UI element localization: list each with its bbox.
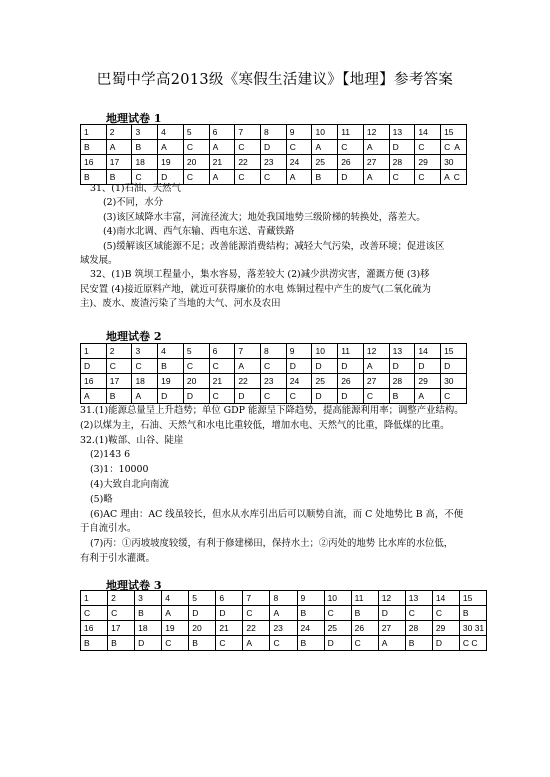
table-cell: 21 [216,621,243,636]
table-row [81,621,487,636]
table-cell: B [81,140,107,155]
table-cell: 24 [286,155,312,170]
table-cell: 15 [441,344,467,359]
table-cell: D [135,636,162,651]
answer-line: (3)该区域降水丰富，河流径流大；地处我国地势三级阶梯的转换处，落差大。 [103,211,426,223]
table-cell: 15 [459,591,486,606]
table-cell: 4 [158,125,184,140]
table-row [81,359,467,374]
table-cell: 8 [261,125,287,140]
table-cell: B [106,170,132,185]
table-cell: 3 [132,344,158,359]
table-cell: C [441,389,467,404]
table-cell: 26 [351,621,378,636]
answer-line: (2)不同，水分 [103,197,164,209]
table-cell: C [235,170,261,185]
table-cell: C A [441,140,467,155]
table-cell: D [389,140,415,155]
table-cell: 20 [183,374,209,389]
table-row [81,636,487,651]
table-cell: 25 [324,621,351,636]
table-cell: 11 [338,125,364,140]
table-cell: B [81,636,108,651]
table-cell: A [415,389,441,404]
table-cell: 16 [81,621,108,636]
table-cell: D [158,389,184,404]
table-cell: C [183,359,209,374]
table-cell: A [243,636,270,651]
table-cell: D [378,606,405,621]
table-cell: 17 [106,155,132,170]
table-cell: A [81,389,107,404]
table-cell: 14 [415,125,441,140]
table-cell: 3 [135,591,162,606]
table-cell: 12 [363,344,389,359]
table-cell: 13 [405,591,432,606]
table-cell: 6 [209,125,235,140]
answer-line: (2)143 6 [90,449,131,461]
table-cell: A [235,359,261,374]
section-2-title: 地理试卷 2 [106,330,162,343]
answer-line: (5)略 [90,493,113,505]
table-cell: D [324,636,351,651]
answer-line: 31、(1)石油、天然气 [90,183,181,194]
table-cell: 7 [235,125,261,140]
table-cell: 9 [286,125,312,140]
section-3-title: 地理试卷 3 [106,579,162,592]
table-cell: A [106,140,132,155]
table-cell: 19 [158,155,184,170]
table-cell: 19 [158,374,184,389]
table-cell: A [132,389,158,404]
table-cell: C [324,606,351,621]
table-cell: 20 [189,621,216,636]
table-cell: 10 [324,591,351,606]
answer-line: 有利于引水灌溉。 [80,553,156,564]
table-cell: A [286,170,312,185]
table-cell: 14 [432,591,459,606]
table-cell: A [162,606,189,621]
table-cell: C [209,389,235,404]
table-row [81,606,487,621]
table-cell: 1 [81,344,107,359]
table-cell: 22 [243,621,270,636]
table-cell: B [135,606,162,621]
answer-line: 31.(1)能源总量呈上升趋势；单位 GDP 能源呈下降趋势，提高能源利用率；调整产业结构。 [80,405,464,416]
table-cell: 19 [162,621,189,636]
table-cell: A [363,140,389,155]
table-cell: B [158,359,184,374]
answer-table-2 [80,343,467,404]
table-cell: 29 [415,374,441,389]
table-cell: 11 [338,344,364,359]
table-cell: 21 [209,374,235,389]
table-cell: D [261,140,287,155]
table-cell: B [81,170,107,185]
table-cell: 1 [81,591,108,606]
table-cell: C [183,140,209,155]
table-cell: B [189,636,216,651]
table-cell: 12 [378,591,405,606]
table-cell: 9 [297,591,324,606]
table-cell: B [389,389,415,404]
table-cell: 17 [106,374,132,389]
table-cell: C [405,606,432,621]
table-cell: D [338,359,364,374]
table-cell: D [183,389,209,404]
table-cell-extra: C [453,172,460,182]
table-cell: D [312,389,338,404]
answer-line: 主)、废水、废渣污染了当地的大气、河水及农田 [80,298,281,310]
answer-line: (2)以煤为主，石油、天然气和水电比重较低，增加水电、天然气的比重，降低煤的比重。 [80,419,450,431]
table-cell: 25 [312,374,338,389]
table-cell: 29 [415,155,441,170]
answer-line: (4)南水北调、西气东输、西电东送、青藏铁路 [103,226,295,238]
table-cell: 27 [363,374,389,389]
table-cell: 23 [261,155,287,170]
table-cell: C [351,636,378,651]
table-cell: 18 [132,155,158,170]
table-cell: 22 [235,155,261,170]
table-cell: 25 [312,155,338,170]
table-cell: C [235,140,261,155]
answer-line: (7)丙：①丙坡坡度较缓，有利于修建梯田，保持水土；②丙处的地势 比水库的水位低， [90,538,454,550]
answer-line: (4)大致自北向南流 [90,479,169,490]
table-cell: 15 [441,125,467,140]
table-cell: 4 [162,591,189,606]
answer-line: 32、(1)B 筑坝工程量小，集水容易，落差较大 (2)减少洪涝灾害，灌溉方便 (3)移 [90,269,430,281]
table-row [81,374,467,389]
table-cell: 27 [378,621,405,636]
table-row [81,344,467,359]
answer-table-1 [80,124,467,185]
table-cell: C [108,606,135,621]
table-cell: 9 [286,344,312,359]
table-cell: 26 [338,374,364,389]
table-cell: 10 [312,344,338,359]
table-cell: 27 [363,155,389,170]
table-cell: 6 [209,344,235,359]
table-cell: C [261,170,287,185]
table-row [81,155,467,170]
table-cell: B [108,636,135,651]
table-cell: 29 [432,621,459,636]
table-cell: A [209,140,235,155]
answer-line: (6)AC 理由：AC 线虽较长，但水从水库引出后可以顺势自流，而 C 处地势比 B 高，不便 [90,508,464,520]
table-cell: 30 [441,374,467,389]
table-cell: 23 [270,621,297,636]
table-cell: 18 [132,374,158,389]
table-cell: C [338,140,364,155]
table-cell: 24 [297,621,324,636]
table-cell: C [132,170,158,185]
table-cell: C [216,636,243,651]
table-cell: 24 [286,374,312,389]
table-cell: C [415,140,441,155]
answer-line: 民安置 (4)接近原料产地，就近可获得廉价的水电 炼铜过程中产生的废气(二氧化硫为 [80,283,432,295]
table-cell: D [189,606,216,621]
table-cell: D [158,170,184,185]
table-cell: 2 [108,591,135,606]
answer-table-3 [80,590,487,651]
table-cell: 1 [81,125,107,140]
table-cell: 30 31 [459,621,486,636]
table-cell: 5 [183,344,209,359]
table-cell: 17 [108,621,135,636]
answer-line: (5)缓解该区域能源不足；改善能源消费结构；减轻大气污染，改善环境；促进该区 [103,240,445,252]
table-cell: C [106,359,132,374]
table-cell: B [459,606,486,621]
table-cell: D [415,359,441,374]
table-cell: 13 [389,125,415,140]
table-cell: 11 [351,591,378,606]
table-cell: A C [441,170,467,185]
table-row [81,591,487,606]
table-cell: 13 [389,344,415,359]
table-cell: C [243,606,270,621]
table-cell: A [209,170,235,185]
table-cell: C [261,359,287,374]
table-cell: A [270,606,297,621]
table-cell: 6 [216,591,243,606]
table-cell: C [183,170,209,185]
section-1-title: 地理试卷 1 [106,112,162,125]
table-cell: 18 [135,621,162,636]
table-cell: 30 [441,155,467,170]
table-cell: B [312,170,338,185]
table-cell: 23 [261,374,287,389]
table-cell: 7 [235,344,261,359]
table-cell: D [432,636,459,651]
table-cell: D [81,359,107,374]
table-cell: D [441,359,467,374]
table-cell: B [106,389,132,404]
table-row [81,140,467,155]
table-cell: C [363,389,389,404]
table-cell: 22 [235,374,261,389]
answer-line: (3)1：10000 [90,464,149,476]
page-title: 巴蜀中学高2013级《寒假生活建议》【地理】参考答案 [96,72,454,88]
table-row [81,389,467,404]
table-cell: 28 [405,621,432,636]
table-cell: A [158,140,184,155]
table-cell: D [389,359,415,374]
table-cell: 14 [415,344,441,359]
table-cell: D [312,359,338,374]
table-cell: 28 [389,155,415,170]
table-cell: 28 [389,374,415,389]
table-cell: 20 [183,155,209,170]
table-cell: C [261,389,287,404]
table-cell: 5 [183,125,209,140]
table-cell: C [432,606,459,621]
table-cell: 5 [189,591,216,606]
table-cell: B [297,606,324,621]
table-cell: A [378,636,405,651]
table-cell: C [132,359,158,374]
table-cell: D [216,606,243,621]
table-cell: C [162,636,189,651]
table-cell: C C [459,636,486,651]
table-cell: 7 [243,591,270,606]
table-cell: 8 [270,591,297,606]
table-cell: D [338,389,364,404]
table-cell-extra: A [454,142,460,152]
table-cell: 10 [312,125,338,140]
table-cell: 8 [261,344,287,359]
table-cell: 12 [363,125,389,140]
table-cell: 3 [132,125,158,140]
table-row [81,125,467,140]
table-cell: C [389,170,415,185]
table-cell: C [81,606,108,621]
table-cell: C [415,170,441,185]
table-cell: 16 [81,155,107,170]
table-cell: D [338,170,364,185]
table-cell: 16 [81,374,107,389]
table-cell: B [351,606,378,621]
table-cell: B [297,636,324,651]
table-cell: 26 [338,155,364,170]
table-cell: C [286,140,312,155]
table-cell: B [405,636,432,651]
answer-line: 32.(1)鞍部、山谷、陡崖 [80,434,184,446]
table-cell: 4 [158,344,184,359]
table-cell: C [209,359,235,374]
answer-line: 于自流引水。 [80,523,137,535]
table-cell: 21 [209,155,235,170]
table-cell: A [312,140,338,155]
table-cell: C [270,636,297,651]
table-cell: 2 [106,125,132,140]
table-cell: A [363,359,389,374]
table-cell: D [286,359,312,374]
answer-line: 域发展。 [80,255,118,266]
table-cell: B [132,140,158,155]
table-cell: A [363,170,389,185]
table-cell: 2 [106,344,132,359]
table-cell: D [235,389,261,404]
table-cell: C [286,389,312,404]
